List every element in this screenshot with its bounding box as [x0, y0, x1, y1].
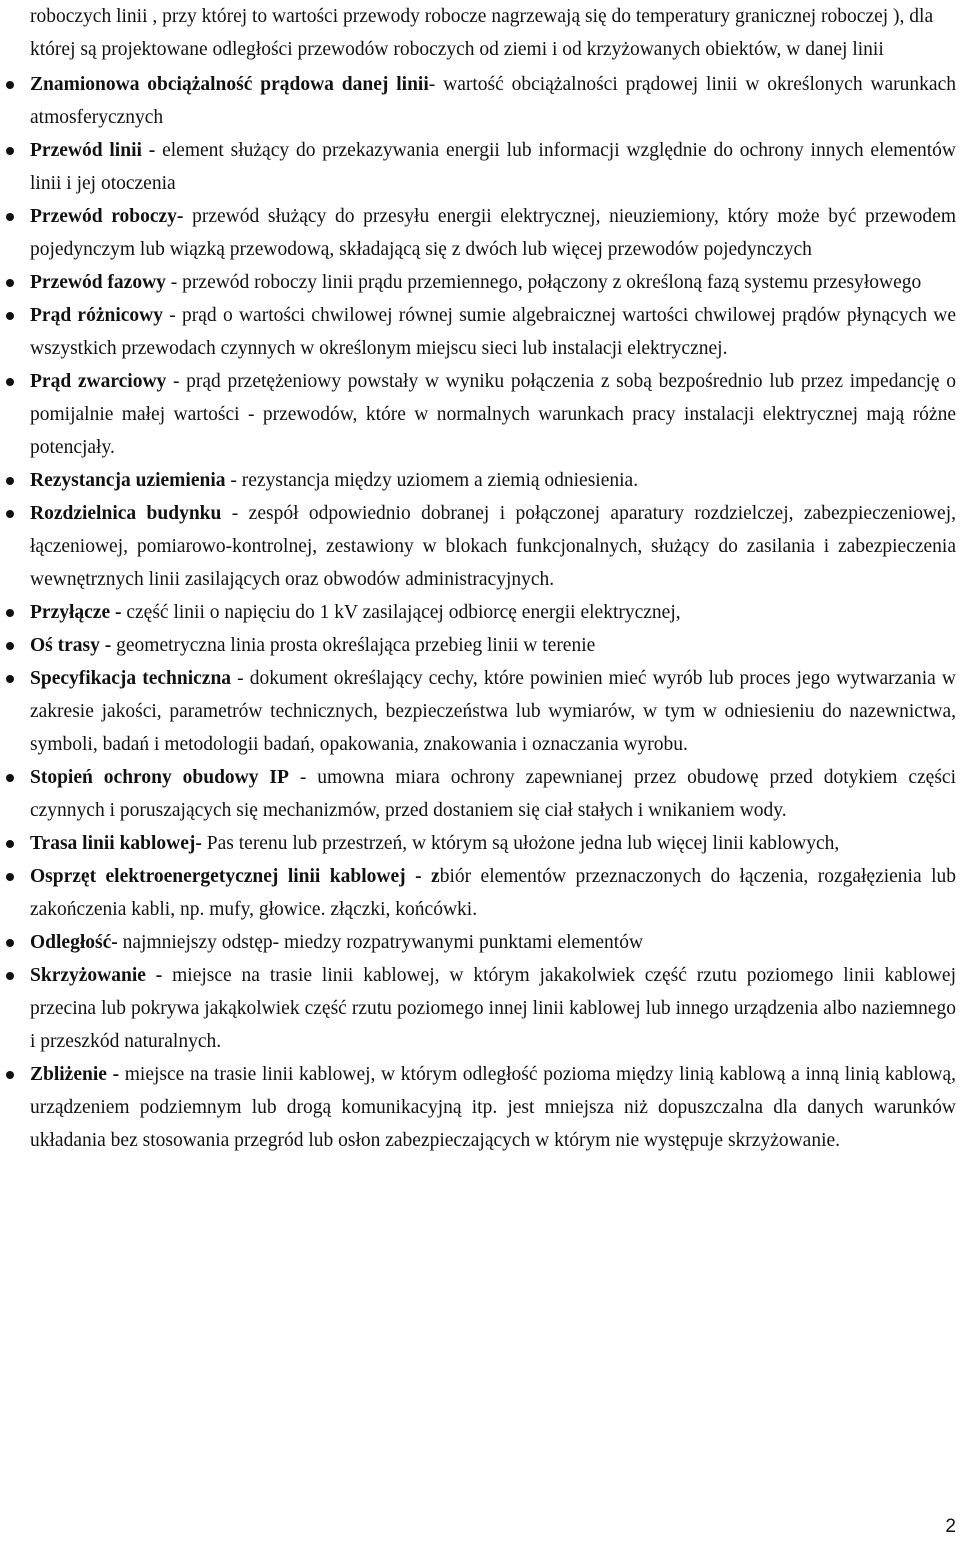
- bullet-icon: [6, 213, 14, 221]
- definition-item: [30, 497, 956, 596]
- definition-item: [30, 68, 956, 134]
- definition-item: [30, 200, 956, 266]
- document-body: [30, 0, 956, 1157]
- definition-term: Oś trasy -: [30, 635, 112, 656]
- definition-text: - przewód roboczy linii prądu przemiennego, połączony z określoną fazą systemu przesyłowego: [165, 272, 922, 293]
- definition-item: [30, 299, 956, 365]
- intro-paragraph: roboczych linii , przy której to wartości przewody robocze nagrzewają się do temperatury granicznej roboczej ), dla której są projektowane odległości przewodów roboczych od ziemi i od krzyżowanych obiektów, w danej linii: [30, 6, 934, 60]
- definition-text: - umowna miara ochrony zapewnianej przez obudowę przed dotykiem części czynnych i poruszających się mechanizmów, przed dostaniem się ciał stałych i wnikaniem wody.: [30, 767, 956, 821]
- bullet-icon: [6, 972, 14, 980]
- definition-text: - prąd o wartości chwilowej równej sumie algebraicznej wartości chwilowej prądów płynących we wszystkich przewodach czynnych w określonym miejscu sieci lub instalacji elektrycznej.: [30, 305, 956, 359]
- definition-term: Znamionowa obciążalność prądowa danej linii: [30, 74, 429, 95]
- definition-text: przewód służący do przesyłu energii elektrycznej, nieuziemiony, który może być przewodem pojedynczym lub wiązką przewodową, składającą się z dwóch lub więcej przewodów pojedynczych: [30, 206, 956, 260]
- definition-item: [30, 827, 956, 860]
- definition-term: Prąd różnicowy: [30, 305, 163, 326]
- definition-item: [30, 266, 956, 299]
- definition-term: Przewód fazowy: [30, 272, 166, 293]
- bullet-icon: [6, 1071, 14, 1079]
- definition-item: [30, 596, 956, 629]
- definition-text: najmniejszy odstęp- miedzy rozpatrywanymi punktami elementów: [117, 932, 644, 953]
- definition-text: - dokument określający cechy, które powinien mieć wyrób lub proces jego wytwarzania w zakresie jakości, parametrów technicznych, bezpieczeństwa lub wymiarów, w tym w odniesieniu do nazewnictwa, symboli, badań i metodologii badań, opakowania, znakowania i oznaczania wyrobu.: [30, 668, 956, 755]
- bullet-icon: [6, 81, 14, 89]
- definition-term: Stopień ochrony obudowy IP: [30, 767, 289, 788]
- definition-text: - prąd przetężeniowy powstały w wyniku połączenia z sobą bezpośrednio lub przez impedancję o pomijalnie małej wartości - przewodów, które w normalnych warunkach pracy instalacji elektrycznej mają różne potencjały.: [30, 371, 956, 458]
- definition-item: [30, 134, 956, 200]
- definition-item: [30, 860, 956, 926]
- bullet-icon: [6, 642, 14, 650]
- bullet-icon: [6, 279, 14, 287]
- definition-item: [30, 662, 956, 761]
- page-number: 2: [945, 1516, 956, 1537]
- definition-text: - zespół odpowiednio dobranej i połączonej aparatury rozdzielczej, zabezpieczeniowej, łączeniowej, pomiarowo-kontrolnej, zestawiony w blokach funkcjonalnych, służący do zasilania i zabezpieczenia wewnętrznych linii zasilających oraz obwodów administracyjnych.: [30, 503, 956, 590]
- bullet-icon: [6, 774, 14, 782]
- definition-item: [30, 761, 956, 827]
- definition-term: Zbliżenie -: [30, 1064, 120, 1085]
- definition-text: - rezystancja między uziomem a ziemią odniesienia.: [225, 470, 639, 491]
- definition-term: Skrzyżowanie -: [30, 965, 163, 986]
- definition-text: biór elementów przeznaczonych do łączenia, rozgałęzienia lub zakończenia kabli, np. mufy, głowice. złączki, końcówki.: [30, 866, 956, 920]
- bullet-icon: [6, 147, 14, 155]
- definition-text: część linii o napięciu do 1 kV zasilającej odbiorcę energii elektrycznej,: [121, 602, 681, 623]
- definition-text: element służący do przekazywania energii lub informacji względnie do ochrony innych elementów linii i jej otoczenia: [30, 140, 956, 194]
- definition-term: Rozdzielnica budynku: [30, 503, 222, 524]
- definitions-list: [30, 68, 956, 1157]
- definition-term: Przyłącze -: [30, 602, 122, 623]
- bullet-icon: [6, 510, 14, 518]
- bullet-icon: [6, 378, 14, 386]
- definition-item: [30, 926, 956, 959]
- bullet-icon: [6, 609, 14, 617]
- definition-term: Przewód roboczy-: [30, 206, 184, 227]
- definition-term: Przewód linii -: [30, 140, 156, 161]
- definition-text: geometryczna linia prosta określająca przebieg linii w terenie: [111, 635, 596, 656]
- definition-text: miejsce na trasie linii kablowej, w którym odległość pozioma między linią kablową a inną linią kablową, urządzeniem podziemnym lub drogą komunikacyjną itp. jest mniejsza niż dopuszczalna dla danych warunków układania bez stosowania przegród lub osłon zabezpieczających w którym nie występuje skrzyżowanie.: [30, 1064, 956, 1151]
- bullet-icon: [6, 477, 14, 485]
- definition-item: [30, 464, 956, 497]
- bullet-icon: [6, 675, 14, 683]
- definition-text: Pas terenu lub przestrzeń, w którym są ułożone jedna lub więcej linii kablowych,: [201, 833, 840, 854]
- definition-text: miejsce na trasie linii kablowej, w którym jakakolwiek część rzutu poziomego linii kablowej przecina lub pokrywa jakąkolwiek część rzutu poziomego innej linii kablowej lub innego urządzenia albo naziemnego i przeszkód naturalnych.: [30, 965, 956, 1052]
- definition-term: Odległość-: [30, 932, 118, 953]
- definition-term: Specyfikacja techniczna: [30, 668, 232, 689]
- definition-item: [30, 959, 956, 1058]
- definition-term: Trasa linii kablowej-: [30, 833, 202, 854]
- bullet-icon: [6, 312, 14, 320]
- bullet-icon: [6, 939, 14, 947]
- definition-term: Rezystancja uziemienia: [30, 470, 226, 491]
- bullet-icon: [6, 840, 14, 848]
- definition-item: [30, 365, 956, 464]
- definition-term: Osprzęt elektroenergetycznej linii kablowej - z: [30, 866, 440, 887]
- bullet-icon: [6, 873, 14, 881]
- definition-term: Prąd zwarciowy: [30, 371, 167, 392]
- definition-text: - wartość obciążalności prądowej linii w określonych warunkach atmosferycznych: [30, 74, 956, 128]
- definition-item: [30, 1058, 956, 1157]
- definition-item: [30, 629, 956, 662]
